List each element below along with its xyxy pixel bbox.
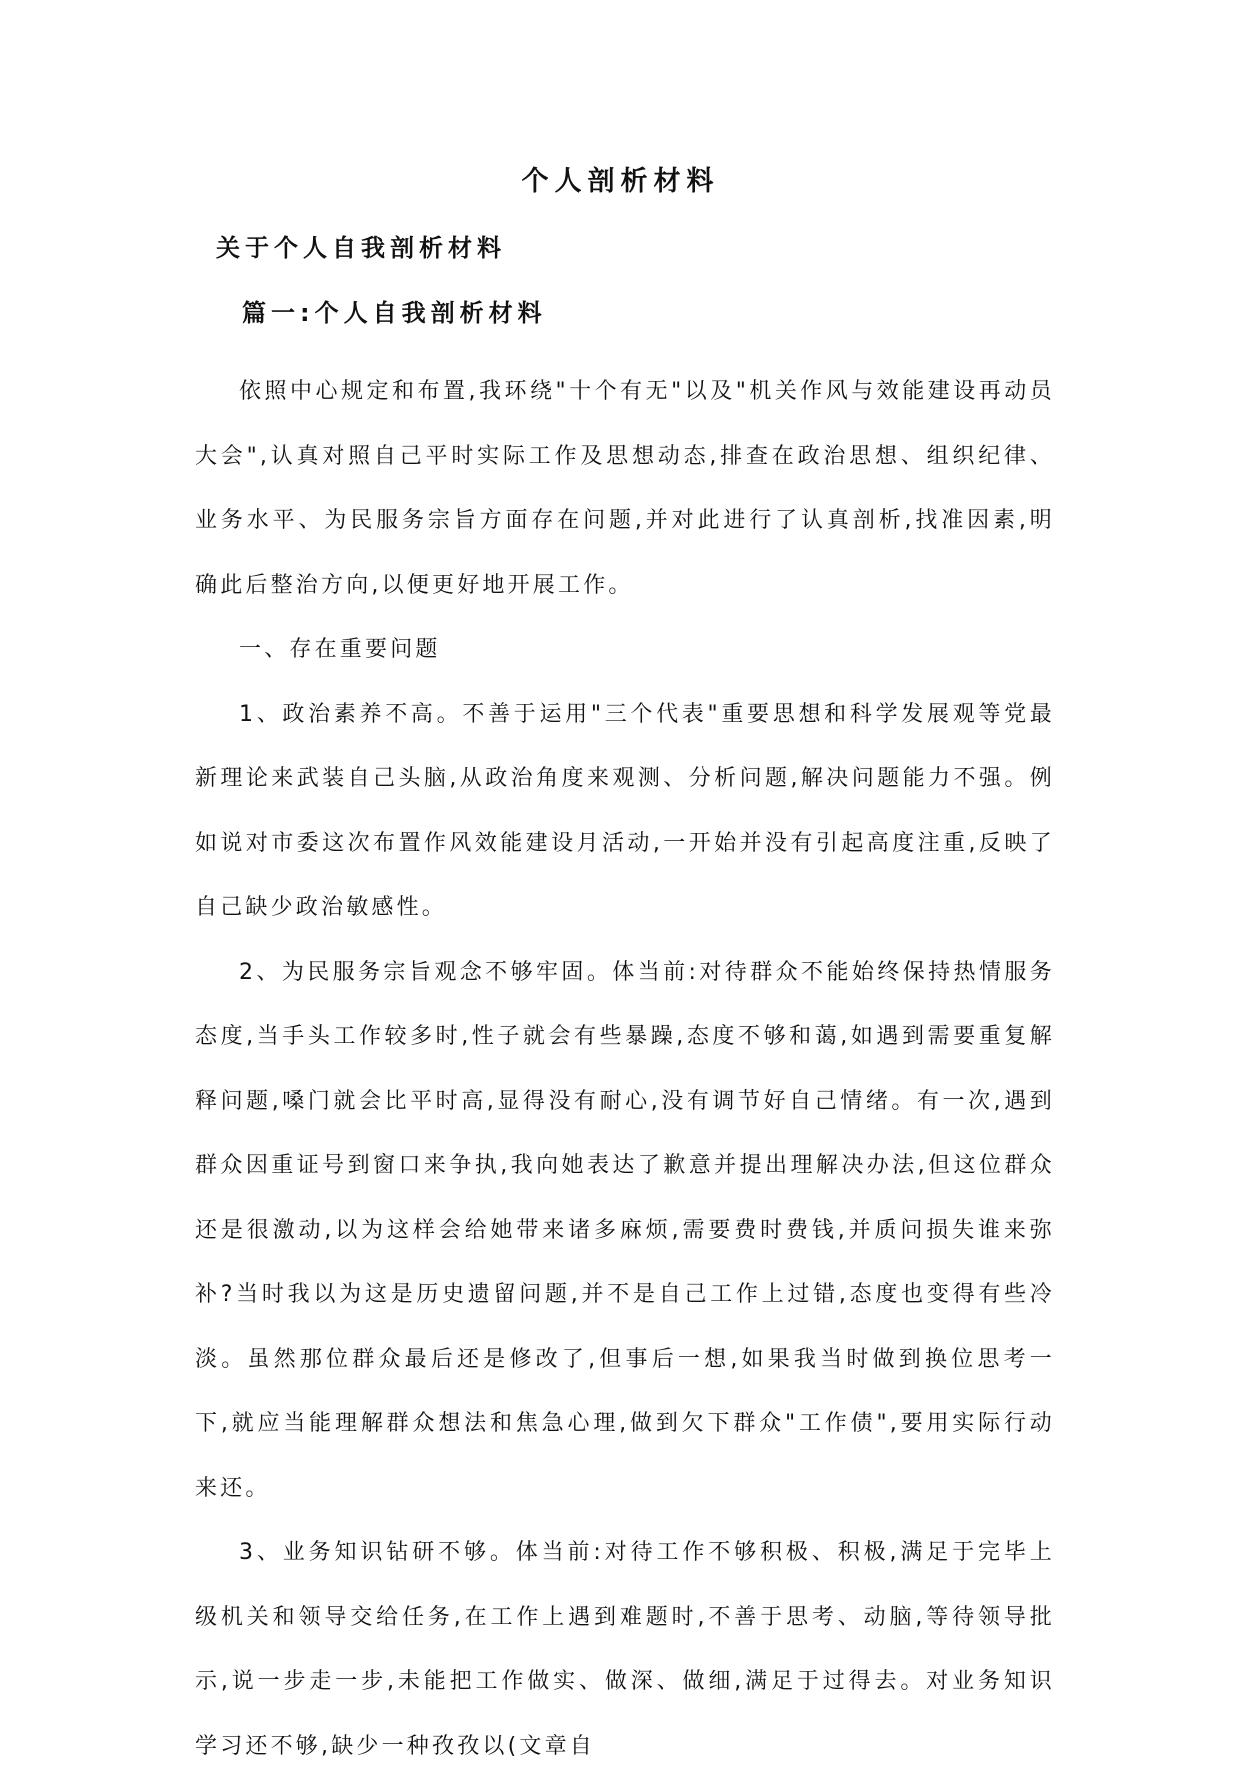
paragraph-item-3: 3、业务知识钻研不够。体当前:对待工作不够积极、积极,满足于完毕上级机关和领导交给任务,在工作上遇到难题时,不善于思考、动脑,等待领导批示,说一步走一步,未能把工作做实、做深、做细,满足于过得去。对业务知识学习还不够,缺少一种孜孜以(文章自 [195, 1540, 1055, 1759]
paragraph-item-1: 1、政治素养不高。不善于运用"三个代表"重要思想和科学发展观等党最新理论来武装自己头脑,从政治角度来观测、分析问题,解决问题能力不强。例如说对市委这次布置作风效能建设月活动,一开始并没有引起高度注重,反映了自己缺少政治敏感性。 [195, 701, 1055, 920]
document-subtitle: 关于个人自我剖析材料 [216, 234, 506, 262]
paragraph-intro: 依照中心规定和布置,我环绕"十个有无"以及"机关作风与效能建设再动员大会",认真对照自己平时实际工作及思想动态,排查在政治思想、组织纪律、业务水平、为民服务宗旨方面存在问题,并对此进行了认真剖析,找准因素,明确此后整治方向,以便更好地开展工作。 [195, 379, 1055, 598]
document-body [195, 360, 1055, 1779]
paragraph-item-2: 2、为民服务宗旨观念不够牢固。体当前:对待群众不能始终保持热情服务态度,当手头工作较多时,性子就会有些暴躁,态度不够和蔼,如遇到需要重复解释问题,嗓门就会比平时高,显得没有耐心,没有调节好自己情绪。有一次,遇到群众因重证号到窗口来争执,我向她表达了歉意并提出理解决办法,但这位群众还是很激动,以为这样会给她带来诸多麻烦,需要费时费钱,并质问损失谁来弥补?当时我以为这是历史遗留问题,并不是自己工作上过错,态度也变得有些冷淡。虽然那位群众最后还是修改了,但事后一想,如果我当时做到换位思考一下,就应当能理解群众想法和焦急心理,做到欠下群众"工作债",要用实际行动来还。 [195, 959, 1055, 1501]
section-heading: 篇一:个人自我剖析材料 [242, 299, 547, 327]
document-title: 个人剖析材料 [521, 166, 720, 197]
paragraph-heading-problems: 一、存在重要问题 [239, 637, 441, 662]
